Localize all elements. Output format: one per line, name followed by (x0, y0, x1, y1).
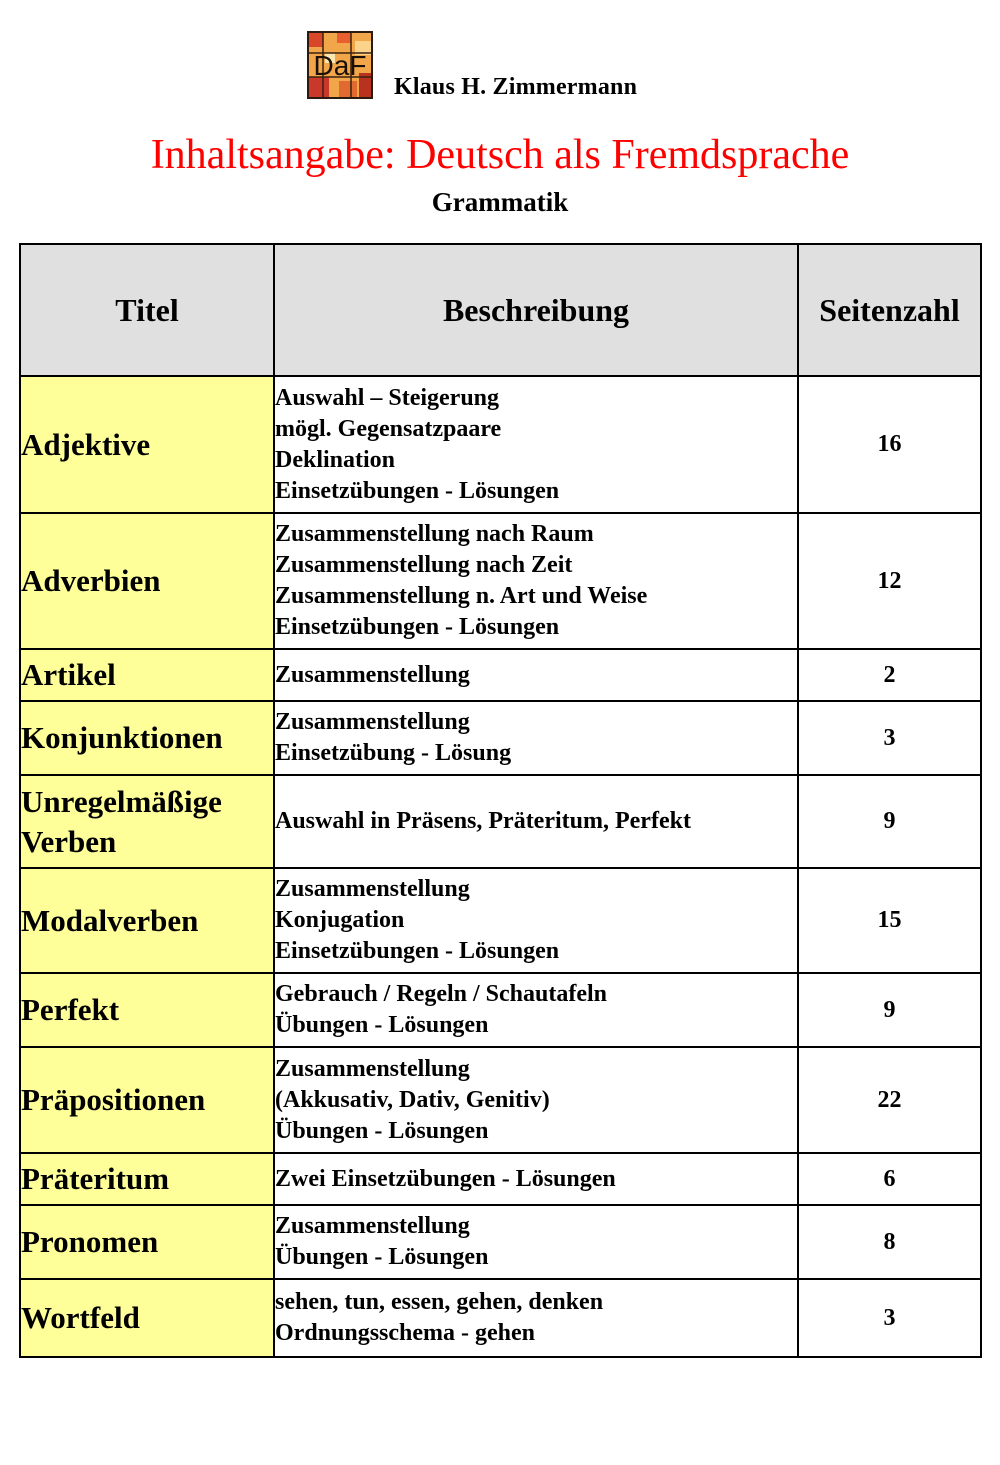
column-header-seitenzahl: Seitenzahl (798, 244, 981, 376)
row-description (274, 973, 798, 1047)
row-page-count: 22 (798, 1047, 981, 1153)
row-title: Präpositionen (20, 1047, 274, 1153)
description-line: Übungen - Lösungen (275, 1244, 489, 1270)
row-description (274, 1279, 798, 1357)
table-row (20, 1279, 981, 1357)
description-line: Zusammenstellung n. Art und Weise (275, 583, 648, 609)
document-title: Inhaltsangabe: Deutsch als Fremdsprache (150, 132, 850, 178)
row-description (274, 1047, 798, 1153)
table-row (20, 376, 981, 513)
row-page-count: 3 (798, 701, 981, 775)
description-line: Zusammenstellung (275, 876, 470, 902)
description-line: Einsetzübung - Lösung (275, 740, 512, 766)
description-line: Auswahl – Steigerung (275, 384, 500, 411)
table-row (20, 649, 981, 701)
row-description (274, 775, 798, 868)
description-line: Gebrauch / Regeln / Schautafeln (275, 981, 608, 1007)
row-page-count: 6 (798, 1153, 981, 1205)
description-line: Zusammenstellung (275, 709, 470, 735)
row-title: Artikel (20, 649, 274, 701)
table-row (20, 1205, 981, 1279)
row-page-count: 3 (798, 1279, 981, 1357)
row-title: Pronomen (20, 1205, 274, 1279)
document-subtitle: Grammatik (431, 187, 569, 217)
table-row (20, 868, 981, 973)
logo-text: DaF (313, 50, 367, 81)
row-description (274, 376, 798, 513)
table-row (20, 775, 981, 868)
row-title: Adjektive (20, 376, 274, 513)
contents-table (19, 243, 982, 1358)
table-row (20, 513, 981, 649)
description-line: Ordnungsschema - gehen (275, 1320, 536, 1346)
description-line: Konjugation (275, 907, 405, 933)
table-row (20, 701, 981, 775)
table-header-row (20, 244, 981, 376)
author-name: Klaus H. Zimmermann (394, 74, 638, 100)
description-line: Zusammenstellung (275, 661, 470, 688)
row-description (274, 868, 798, 973)
column-header-beschreibung: Beschreibung (274, 244, 798, 376)
row-page-count: 15 (798, 868, 981, 973)
row-title: Modalverben (20, 868, 274, 973)
table-body (20, 376, 981, 1357)
row-title: Unregelmäßige Verben (20, 775, 274, 868)
daf-logo (307, 31, 373, 99)
description-line: Übungen - Lösungen (275, 1117, 489, 1144)
row-page-count: 2 (798, 649, 981, 701)
table-row (20, 1153, 981, 1205)
row-description (274, 649, 798, 701)
description-line: Zwei Einsetzübungen - Lösungen (275, 1165, 616, 1192)
row-description (274, 1205, 798, 1279)
description-line: mögl. Gegensatzpaare (275, 415, 502, 442)
daf-logo-graphic (309, 33, 371, 97)
row-page-count: 8 (798, 1205, 981, 1279)
row-page-count: 16 (798, 376, 981, 513)
row-title: Wortfeld (20, 1279, 274, 1357)
description-line: Zusammenstellung (275, 1213, 470, 1239)
row-title: Perfekt (20, 973, 274, 1047)
description-line: sehen, tun, essen, gehen, denken (275, 1289, 604, 1315)
row-title: Präteritum (20, 1153, 274, 1205)
row-title: Adverbien (20, 513, 274, 649)
row-description (274, 701, 798, 775)
description-line: Auswahl in Präsens, Präteritum, Perfekt (275, 808, 691, 834)
row-title: Konjunktionen (20, 701, 274, 775)
description-line: Einsetzübungen - Lösungen (275, 938, 560, 964)
row-page-count: 9 (798, 973, 981, 1047)
description-line: Einsetzübungen - Lösungen (275, 477, 560, 504)
description-line: Einsetzübungen - Lösungen (275, 614, 560, 640)
row-page-count: 9 (798, 775, 981, 868)
row-description (274, 1153, 798, 1205)
description-line: Zusammenstellung nach Raum (275, 521, 594, 547)
row-description (274, 513, 798, 649)
table-row (20, 1047, 981, 1153)
description-line: Deklination (275, 446, 396, 473)
description-line: Zusammenstellung (275, 1055, 470, 1082)
table-row (20, 973, 981, 1047)
description-line: Zusammenstellung nach Zeit (275, 552, 573, 578)
row-page-count: 12 (798, 513, 981, 649)
column-header-titel: Titel (20, 244, 274, 376)
description-line: Übungen - Lösungen (275, 1012, 489, 1038)
description-line: (Akkusativ, Dativ, Genitiv) (275, 1086, 550, 1113)
